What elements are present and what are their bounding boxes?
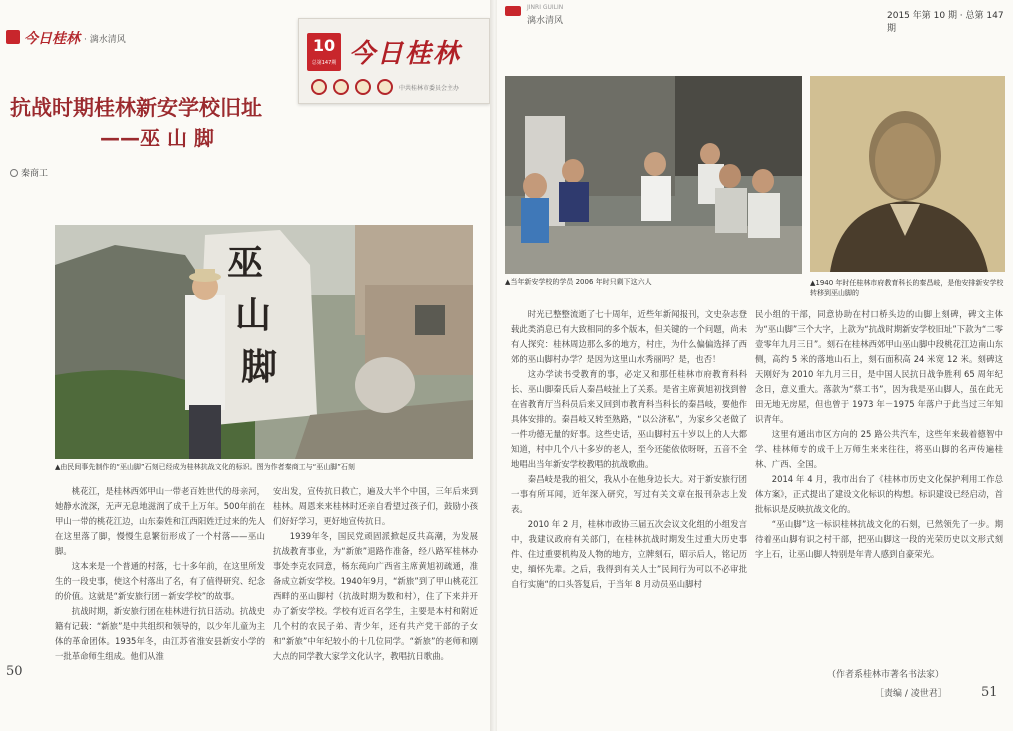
paragraph: 这本来是一个普通的村落，七十多年前，在这里所发生的一段史事，使这个村落出了名，有了值得研究、纪念的价值。这就是“新安旅行团－新安学校”的故事。 xyxy=(55,561,265,601)
paragraph: 2010 年 2 月，桂林市政协三届五次会议文化组的小组发言中，我建议政府有关部门，在桂林抗战时期发生过重大历史事件、住过重要机构及人物的地方，立牌刻石，昭示后人，铭记历史，缅怀先辈。之后，我得到有关人士”民间行为可以不必审批自行实施“的口头答复后，于当年 8 月动员巫山脚村 xyxy=(511,519,747,589)
portrait-caption: ▲1940 年时任桂林市府教育科长的秦昌岐，是他安排新安学校转移到巫山脚的 xyxy=(810,279,1004,297)
magazine-banner xyxy=(298,18,490,104)
header-section: 漓水清风 xyxy=(527,16,564,26)
paragraph: 安出发，宣传抗日救亡，遍及大半个中国，三年后来到桂林。周恩来来桂林时还亲自看望过孩子们，鼓励小孩们好好学习，更好地宣传抗日。 xyxy=(273,486,478,526)
photo-caption: ▲由民间事先制作的“巫山脚”石刻已经成为桂林抗战文化的标识。图为作者秦商工与“巫山脚”石刻 xyxy=(55,463,355,471)
paragraph: “巫山脚”这一标识桂林抗战文化的石刻，已然领先了一步。期待着巫山脚有识之村干部，把巫山脚这一段的光荣历史以文形式刻字上石，让巫山脚人特别是年青人感到自豪荣光。 xyxy=(755,519,1003,559)
page-number: 51 xyxy=(981,685,998,700)
paragraph: 秦昌岐是我的祖父，我从小在他身边长大。对于新安旅行团一事有所耳闻，近年深入研究，写过有关文章在报刊杂志上发表。 xyxy=(511,474,747,514)
seal-icon xyxy=(377,79,393,95)
header-logo-small: JINRI GUILIN xyxy=(527,4,564,11)
paragraph: 这里有通出市区方向的 25 路公共汽车，这些年来载着德智中学、桂林师专的成千上万师生来来往往，将巫山脚的名声传遍桂林、广西、全国。 xyxy=(755,429,1003,469)
paragraph: 这办学读书受教育的事，必定又和那任桂林市府教育科科长、巫山脚秦氏后人秦昌岐扯上了关系。是省主席黄旭初找到曾在省教育厅当科员后来又回到市教育科当科长的秦昌岐，要他作具体安排的。秦昌岐又转至熟路，“以公济私”，为家乡父老做了一件功德无量的好事。这些史话，巫山脚村五十岁以上的人大都知道，村中几个八十多岁的老人，至今还能依依呀呀，五音不全地唱出当年新安学校教唱的抗战歌曲。 xyxy=(511,369,747,469)
stone-char: 巫 xyxy=(227,242,264,284)
magazine-title: 今日桂林 xyxy=(349,39,462,69)
issue-badge xyxy=(307,33,341,71)
header-logo: 今日桂林 xyxy=(24,31,80,47)
paragraph: 2014 年 4 月，我市出台了《桂林市历史文化保护利用工作总体方案》，正式提出了建设文化标识的构想。标识建设已经启动，首批标识是反映抗战文化的。 xyxy=(755,474,1003,514)
stone-char: 脚 xyxy=(241,346,278,388)
seal-icon xyxy=(311,79,327,95)
right-page xyxy=(497,0,1013,731)
plane-icon xyxy=(505,6,521,16)
author-note: （作者系桂林市著名书法家） xyxy=(827,670,945,680)
text-column-3 xyxy=(511,307,747,725)
paragraph: 时光已整整流逝了七十周年，近些年新闻报刊，文史杂志登载此类消息已有大致相同的多个版本，但关键的一个问题，尚未有人探究：桂林周边那么多的地方，村庄，为什么偏偏选择了西郊的巫山脚村办学？是因为这里山水秀丽吗？是，也否！ xyxy=(511,309,747,364)
logo-seal-icon xyxy=(6,30,20,44)
text-column-4 xyxy=(755,307,1003,650)
seal-icon xyxy=(355,79,371,95)
students-photo-caption: ▲当年新安学校的学员 2006 年时只剩下这六人 xyxy=(505,278,652,286)
paragraph: 民小组的干部，同意协助在村口桥头边的山脚上刻碑，碑文主体为“巫山脚”三个大字，上款为“抗战时期新安学校旧址”下款为“二零壹零年九月三日”。刻石在桂林西郊甲山巫山脚中段桃花江边南山东侧，高约 5 米的落地山石上，刻石面积高 24 米宽 12 米。刻碑这天刚好为 2010 年九月三日，是中国人民抗日战争胜利 65 周年纪念日，意义重大。落款为“蔡工书”，因为我是巫山脚人，虽在此无田无地无房屋，但也曾于 1973 年－1975 年落户于此当过三年知识青年。 xyxy=(755,309,1003,424)
text-column-2 xyxy=(273,484,478,709)
author-name: 秦商工 xyxy=(21,169,49,179)
stone-photo xyxy=(55,225,473,459)
article-title-line1: 抗战时期桂林新安学校旧址 xyxy=(10,96,262,120)
author xyxy=(10,166,48,179)
bullet-icon xyxy=(10,169,18,177)
students-photo-art xyxy=(505,76,802,274)
issue-number: 10 xyxy=(312,36,336,55)
text-column-1 xyxy=(55,484,265,709)
portrait-photo xyxy=(810,76,1005,272)
paragraph: 桃花江，是桂林西郊甲山一带老百姓世代的母亲河，她静水流深，无声无息地滋润了成千上万年。500年前在甲山一带的桃花江边，山东秦姓和江西阳姓迁过来的先人在这里落了脚，慢慢生息繁衍形成了一个村落——巫山脚。 xyxy=(55,486,265,556)
article-title-line2: ——巫 山 脚 xyxy=(100,126,214,150)
left-page xyxy=(0,0,492,731)
seal-icon xyxy=(333,79,349,95)
header-section: · 漓水清风 xyxy=(84,35,126,45)
issue-small: 总第147期 xyxy=(311,60,337,66)
portrait-art xyxy=(810,76,1005,272)
students-photo xyxy=(505,76,802,274)
publisher: 中共桂林市委员会主办 xyxy=(399,85,460,92)
issue-info: 2015 年第 10 期 · 总第 147 期 xyxy=(887,11,1004,34)
page-number: 50 xyxy=(6,664,23,679)
editor-credit: ［责编 / 凌世君］ xyxy=(875,689,947,699)
paragraph: 抗战时期，新安旅行团在桂林进行抗日活动。抗战史籍有记载：“新旅”是中共组织和领导的，以少年儿童为主体的革命团体。1935年冬，由江苏省淮安县新安小学的一批革命师生组成。他们从淮 xyxy=(55,606,265,661)
stone-char: 山 xyxy=(235,294,272,336)
paragraph: 1939年冬，国民党顽固派掀起反共高潮，为发展抗战教育事业，为“新旅”退路作准备，经八路军桂林办事处李克农同意，杨东莼向广西省主席黄旭初疏通，准备成立新安学校。1940年9月，“新旅”到了甲山桃花江西畔的巫山脚村（抗战时期为数和村），住了下来并开办了新安学校。学校有近百名学生，主要是本村和附近几个村的农民子弟、青少年，还有共产党干部的子女和“新旅”中年纪较小的十几位同学。“新旅”的老师和刚大点的同学教大家学文化认字，教唱抗日歌曲。 xyxy=(273,531,478,661)
